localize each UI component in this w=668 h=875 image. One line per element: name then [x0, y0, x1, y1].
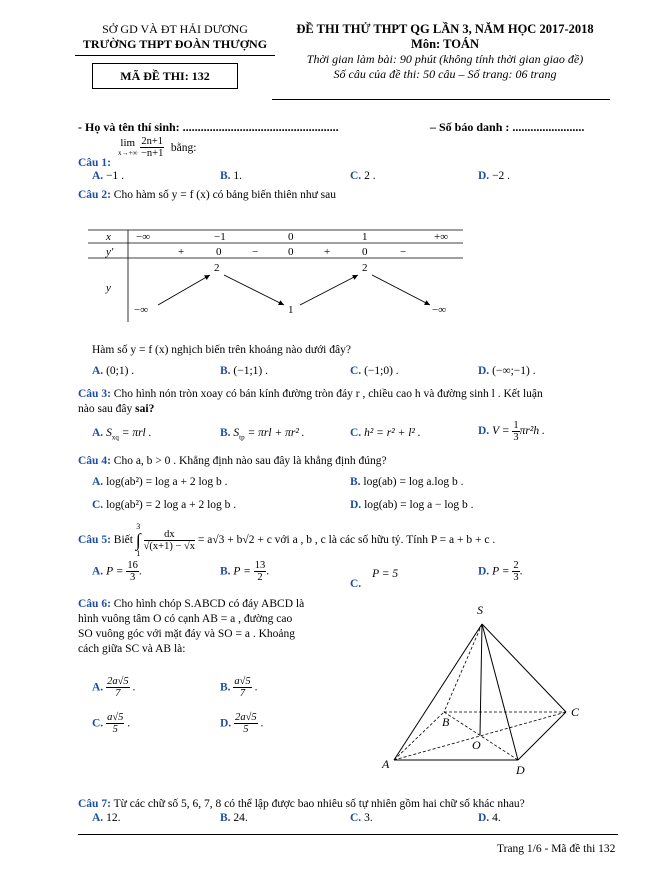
q2-answer-d[interactable]	[478, 365, 536, 377]
question-4-text: Cho a, b > 0 . Khẳng định nào sau đây là khẳng định đúng?	[113, 455, 387, 467]
integral-lower: 1	[136, 549, 141, 558]
question-6-label: Câu 6:	[78, 598, 111, 610]
answer-text: (−∞;−1) .	[492, 365, 536, 377]
edge-SA	[394, 624, 482, 760]
answer-fraction	[126, 560, 139, 583]
answer-rest: .	[519, 565, 523, 578]
yprime-sign: −	[252, 246, 259, 258]
q1-answer-d[interactable]	[478, 170, 510, 182]
question-6-line2: hình vuông tâm O có cạnh AB = a , đường cao	[78, 613, 293, 625]
q2-answer-a[interactable]	[92, 365, 134, 377]
answer-rest: .	[266, 565, 270, 578]
variation-table	[88, 225, 468, 325]
q1-answer-b[interactable]	[220, 170, 242, 182]
answer-text: −2 .	[492, 170, 511, 182]
label-A: A	[382, 757, 390, 771]
q3-answer-c[interactable]	[350, 427, 421, 439]
question-7	[78, 798, 525, 810]
table-y-label: y	[106, 282, 111, 294]
fraction-numerator: 2	[513, 560, 519, 571]
lim-subscript: x→+∞	[118, 148, 138, 157]
question-1-expression	[118, 136, 196, 159]
x-value: 0	[288, 231, 294, 243]
answer-symbol: S	[233, 427, 240, 439]
exam-time: Thời gian làm bài: 90 phút (không tính thời gian giao đề)	[306, 52, 584, 66]
q6-answer-c[interactable]: C. $\frac{a√5}{5}$ .	[92, 712, 131, 735]
fraction-numerator: 2a√5	[235, 712, 257, 723]
yprime-sign: −	[400, 246, 407, 258]
q6-answer-b[interactable]: B. $\frac{a√5}{7}$ .	[220, 676, 258, 699]
integral-sign: 3 ∫ 1	[135, 522, 141, 558]
question-1-label: Câu 1:	[78, 157, 111, 169]
question-6-text: Cho hình chóp S.ABCD có đáy ABCD là	[113, 598, 305, 610]
answer-letter: D.	[478, 812, 490, 824]
label-D: D	[516, 763, 525, 777]
answer-letter: B.	[350, 476, 361, 488]
answer-letter: C.	[350, 812, 362, 824]
answer-fraction	[254, 560, 270, 583]
q7-answer-a[interactable]	[92, 812, 120, 824]
question-2-label: Câu 2:	[78, 189, 111, 201]
fraction-denominator: 7	[115, 688, 121, 699]
x-value: +∞	[434, 231, 449, 243]
question-3-line2	[78, 403, 154, 415]
q2-answer-b[interactable]	[220, 365, 268, 377]
question-2-text: Cho hàm số y = f (x) có bảng biến thiên như sau	[113, 189, 337, 201]
yprime-sign: +	[324, 246, 331, 258]
answer-text: (−1;1) .	[233, 365, 269, 377]
q2-answer-c[interactable]	[350, 365, 399, 377]
answer-text: 3.	[364, 812, 373, 824]
answer-rest: .	[138, 565, 142, 578]
exam-code-box: MÃ ĐỀ THI: 132	[92, 63, 238, 89]
answer-text: log(ab²) = 2 log a + 2 log b .	[106, 499, 237, 511]
exam-title: ĐỀ THI THỬ THPT QG LẦN 3, NĂM HỌC 2017-2018	[296, 22, 594, 36]
answer-text: V =	[492, 425, 513, 438]
answer-text: 12.	[106, 812, 121, 824]
question-1-tail: bằng:	[170, 141, 197, 154]
q1-answer-a[interactable]	[92, 170, 124, 182]
label-S: S	[477, 603, 483, 617]
school-department: SỞ GD VÀ ĐT HẢI DƯƠNG	[102, 22, 248, 36]
answer-letter: D.	[478, 365, 490, 377]
question-4	[78, 455, 387, 467]
answer-text: 24.	[233, 812, 248, 824]
yprime-sign: +	[178, 246, 185, 258]
answer-subscript: xq	[111, 433, 119, 442]
fraction-numerator: 2a√5	[107, 676, 129, 687]
answer-letter: D.	[220, 717, 232, 730]
integral-upper: 3	[136, 522, 141, 531]
height-SO	[480, 624, 482, 735]
label-B: B	[442, 715, 450, 729]
answer-text: 2 .	[364, 170, 376, 182]
question-5-pre: Biết	[113, 534, 133, 546]
fraction-numerator: a√5	[234, 676, 251, 687]
answer-letter: A.	[92, 170, 104, 182]
answer-letter: B.	[220, 427, 231, 439]
yprime-sign: 0	[216, 246, 222, 258]
answer-text: = πrl .	[118, 427, 152, 439]
question-1-fraction	[140, 136, 164, 159]
fraction-denominator: 5	[243, 724, 249, 735]
edge-DC	[518, 712, 566, 760]
answer-text: 1.	[233, 170, 243, 182]
answer-fraction	[512, 560, 519, 583]
fraction-denominator: 7	[239, 688, 246, 699]
answer-text: log(ab²) = log a + 2 log b .	[106, 476, 228, 488]
answer-fraction	[512, 420, 519, 443]
answer-letter: B.	[220, 812, 231, 824]
question-3-emphasis: sai?	[135, 403, 155, 415]
question-6-line3: SO vuông góc với mặt đáy và SO = a . Khoảng	[78, 628, 295, 640]
answer-text: 4.	[492, 812, 501, 824]
answer-text: −1 .	[106, 170, 125, 182]
header-divider-right	[272, 99, 610, 100]
question-6-line4: cách giữa SC và AB là:	[78, 643, 186, 655]
answer-letter: D.	[478, 170, 490, 182]
answer-letter: B.	[220, 565, 231, 578]
answer-text: log(ab) = log a − log b .	[364, 499, 474, 511]
y-top-value: 2	[362, 262, 368, 274]
x-value: −1	[214, 231, 226, 243]
q5-answer-d[interactable]	[478, 560, 523, 583]
answer-symbol: S	[106, 427, 112, 439]
answer-pre: P =	[233, 565, 254, 578]
question-2-prompt: Hàm số y = f (x) nghịch biến trên khoảng nào dưới đây?	[92, 344, 351, 356]
y-bottom-value: −∞	[432, 304, 447, 316]
question-5	[78, 522, 495, 558]
question-7-text: Từ các chữ số 5, 6, 7, 8 có thể lập được bao nhiêu số tự nhiên gồm hai chữ số khác nhau?	[113, 798, 525, 810]
header-divider-left	[75, 55, 275, 56]
student-name-field[interactable]: - Họ và tên thí sinh: ....................................................	[78, 120, 339, 134]
answer-letter: D.	[350, 499, 362, 511]
q1-answer-c[interactable]	[350, 170, 376, 182]
arrow-up	[300, 275, 358, 305]
fraction-denominator: 3	[513, 572, 519, 583]
integrand-fraction	[144, 529, 195, 552]
question-5-label: Câu 5:	[78, 534, 111, 546]
pyramid-figure	[380, 600, 620, 780]
q3-answer-b[interactable]	[220, 427, 305, 441]
arrow-down	[224, 275, 284, 305]
q4-answer-b[interactable]	[350, 476, 464, 488]
question-3-text2: nào sau đây	[78, 403, 136, 415]
q4-answer-d[interactable]	[350, 499, 474, 511]
answer-text: = πrl + πr² .	[244, 427, 305, 439]
fraction-denominator: √(x+1) − √x	[143, 540, 196, 552]
x-value: −∞	[136, 231, 151, 243]
edge-SB-hidden	[444, 624, 482, 712]
arrow-up	[158, 275, 210, 305]
answer-letter: C.	[350, 365, 362, 377]
answer-letter: C.	[350, 170, 362, 182]
edge-SD	[482, 624, 518, 760]
answer-letter: A.	[92, 476, 104, 488]
answer-subscript: tp	[239, 433, 245, 442]
fraction-denominator: 3	[513, 432, 519, 443]
answer-pre: P =	[492, 565, 513, 578]
y-top-value: 2	[214, 262, 220, 274]
answer-letter: B.	[220, 365, 231, 377]
fraction-numerator: 2n+1	[141, 136, 163, 147]
q3-answer-a[interactable]	[92, 427, 152, 441]
q7-answer-d[interactable]	[478, 812, 501, 824]
answer-letter: B.	[220, 170, 231, 182]
answer-letter: A.	[92, 565, 104, 578]
fraction-numerator: 16	[127, 560, 138, 571]
lim-text: lim	[120, 136, 136, 149]
answer-pre: P =	[106, 565, 127, 578]
answer-letter: D.	[478, 425, 490, 438]
answer-letter: A.	[92, 365, 104, 377]
q6-answer-a[interactable]: A. $\frac{2a√5}{7}$ .	[92, 676, 136, 699]
fraction-denominator: −n+1	[140, 148, 164, 159]
table-yprime-label: y′	[106, 246, 114, 258]
y-bottom-value: 1	[288, 304, 294, 316]
yprime-sign: 0	[288, 246, 294, 258]
answer-letter: D.	[478, 565, 490, 578]
answer-text: h² = r² + l² .	[364, 427, 421, 439]
question-7-label: Câu 7:	[78, 798, 111, 810]
question-5-equation: = a√3 + b√2 + c với a , b , c là các số hữu tỷ. Tính P = a + b + c .	[197, 534, 496, 546]
fraction-numerator: 13	[254, 560, 266, 571]
fraction-numerator: dx	[144, 529, 195, 541]
edge-SC	[482, 624, 566, 712]
answer-fraction	[106, 676, 130, 699]
footer-divider	[78, 834, 618, 835]
answer-letter: A.	[92, 427, 104, 439]
answer-letter: C.	[350, 427, 362, 439]
answer-text: (0;1) .	[106, 365, 135, 377]
q5-answer-a[interactable]	[92, 560, 142, 583]
question-3-text: Cho hình nón tròn xoay có bán kính đường tròn đáy r , chiều cao h và đường sinh l . Kết luận	[113, 388, 543, 400]
question-3	[78, 388, 543, 400]
table-x-label: x	[106, 231, 111, 243]
school-name: TRƯỜNG THPT ĐOÀN THƯỢNG	[82, 37, 268, 51]
fraction-denominator: 2	[257, 572, 263, 583]
fraction-numerator: a√5	[107, 712, 124, 723]
q4-answer-a[interactable]	[92, 476, 228, 488]
y-bottom-value: −∞	[134, 304, 149, 316]
student-id-field[interactable]: – Số báo danh : ........................	[430, 120, 585, 134]
fraction-numerator: 1	[513, 420, 519, 431]
answer-letter: B.	[220, 681, 231, 694]
answer-text: log(ab) = log a.log b .	[363, 476, 464, 488]
q5-answer-b[interactable]	[220, 560, 269, 583]
answer-letter: C.	[350, 578, 362, 590]
q7-answer-b[interactable]	[220, 812, 248, 824]
q5-answer-c[interactable]	[350, 568, 399, 590]
fraction-denominator: 5	[112, 724, 118, 735]
answer-text-rest: πr²h .	[519, 425, 545, 438]
answer-fraction	[234, 712, 258, 735]
label-C: C	[571, 705, 580, 719]
q3-answer-d[interactable]	[478, 420, 545, 443]
exam-question-count: Số câu của đề thi: 50 câu – Số trang: 06 trang	[333, 67, 557, 81]
answer-letter: A.	[92, 681, 104, 694]
x-value: 1	[362, 231, 368, 243]
answer-fraction	[233, 676, 251, 699]
exam-subject: Môn: TOÁN	[411, 37, 479, 51]
answer-text: P = 5	[372, 568, 399, 580]
q6-answer-d[interactable]: D. $\frac{2a√5}{5}$ .	[220, 712, 264, 735]
q7-answer-c[interactable]	[350, 812, 373, 824]
answer-letter: A.	[92, 812, 104, 824]
question-3-label: Câu 3:	[78, 388, 111, 400]
q4-answer-c[interactable]	[92, 499, 236, 511]
answer-letter: C.	[92, 717, 104, 730]
question-6-line1	[78, 598, 304, 610]
page-footer: Trang 1/6 - Mã đề thi 132	[497, 843, 616, 855]
question-4-label: Câu 4:	[78, 455, 111, 467]
answer-text: (−1;0) .	[364, 365, 399, 377]
answer-letter: C.	[92, 499, 104, 511]
answer-fraction	[106, 712, 124, 735]
yprime-sign: 0	[362, 246, 368, 258]
question-2	[78, 189, 336, 201]
label-O: O	[472, 738, 481, 752]
arrow-down	[372, 275, 430, 305]
fraction-denominator: 3	[130, 572, 136, 583]
